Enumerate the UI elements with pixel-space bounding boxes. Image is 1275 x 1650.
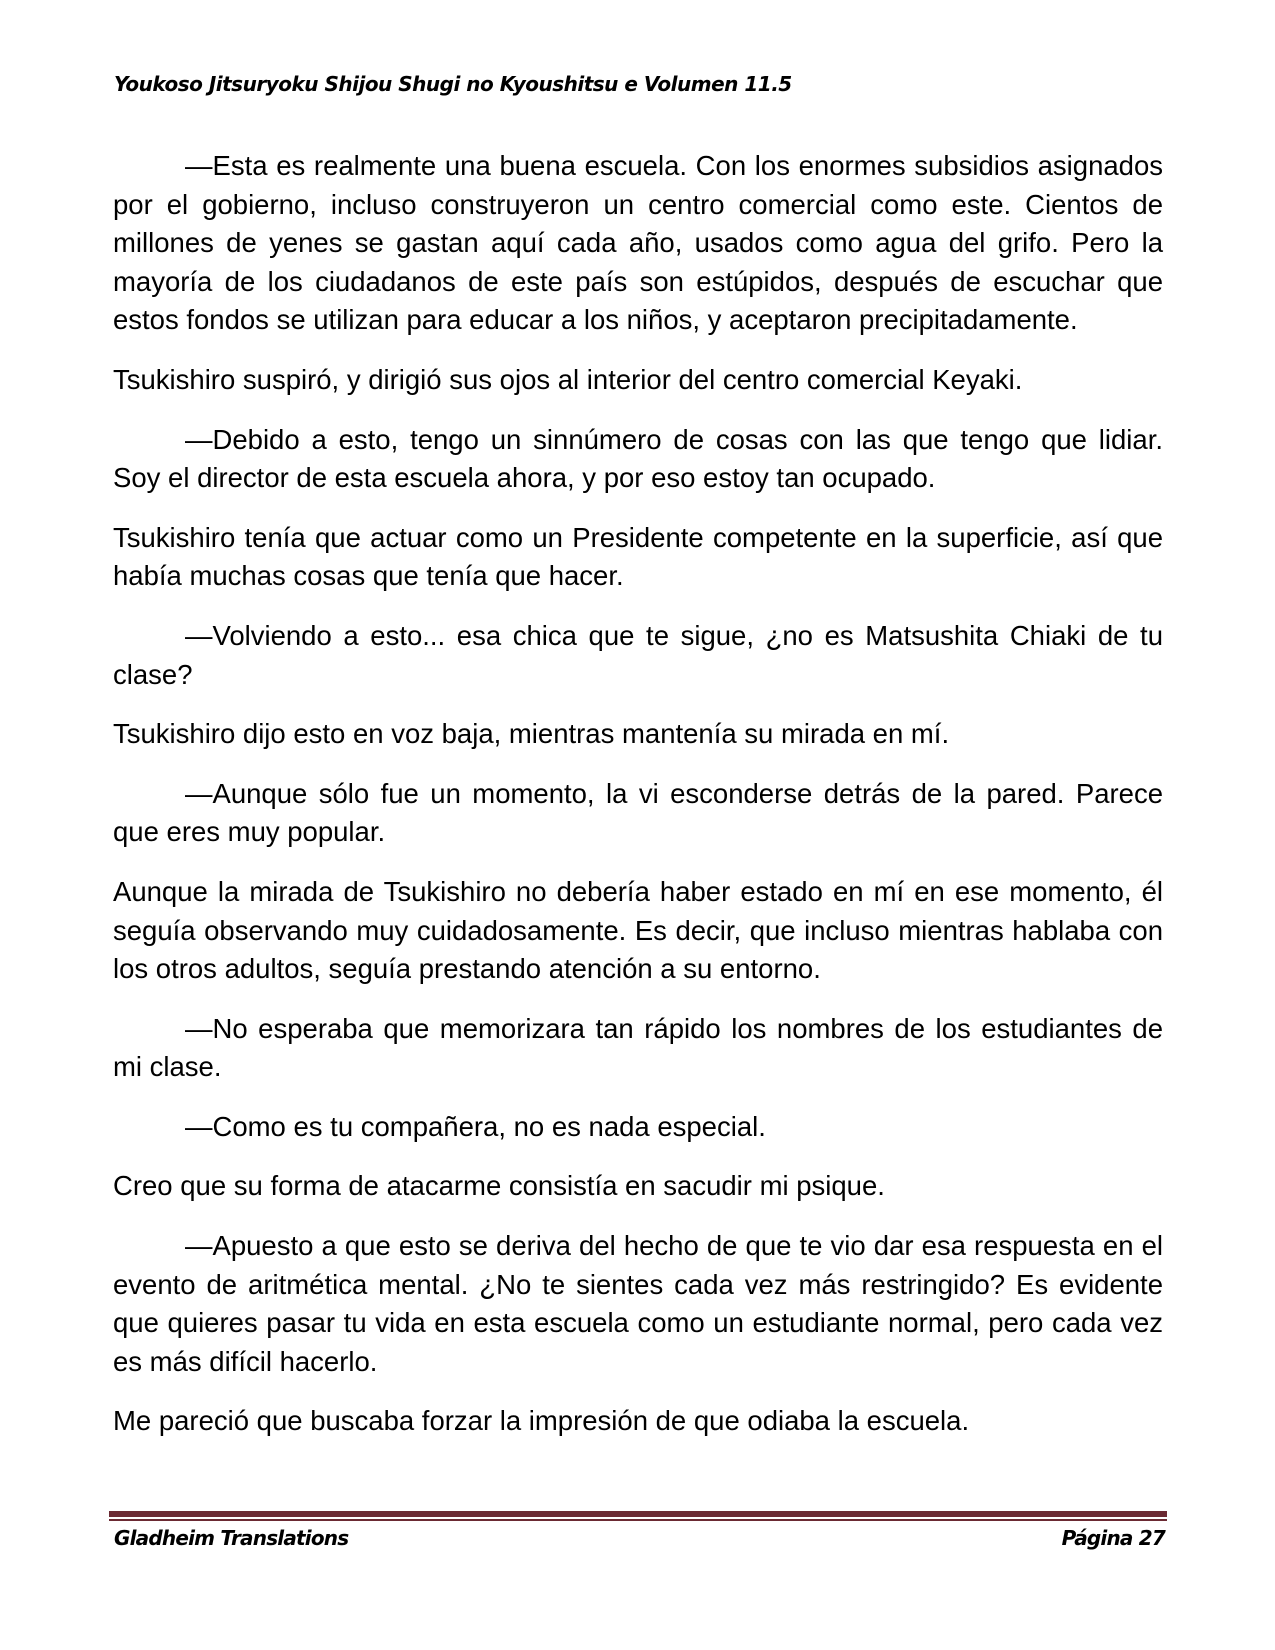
dialogue-paragraph: —Apuesto a que esto se deriva del hecho de que te vio dar esa respuesta en el evento de aritmética mental. ¿No te sientes cada vez más restringido? Es evidente que quieres pasar tu vida en esta escuela como un estudiante normal, pero cada vez es más difícil hacerlo. [113, 1230, 1163, 1377]
dialogue-paragraph: —Como es tu compañera, no es nada especial. [185, 1110, 766, 1142]
footer-publisher: Gladheim Translations [114, 1526, 349, 1550]
footer-rule [109, 1511, 1167, 1517]
dialogue-paragraph: —No esperaba que memorizara tan rápido los nombres de los estudiantes de mi clase. [113, 1012, 1163, 1083]
dialogue-paragraph: —Esta es realmente una buena escuela. Con los enormes subsidios asignados por el gobierno, incluso construyeron un centro comercial como este. Cientos de millones de yenes se gastan aquí cada año, usados como agua del grifo. Pero la mayoría de los ciudadanos de este país son estúpidos, después de escuchar que estos fondos se utilizan para educar a los niños, y aceptaron precipitadamente. [113, 150, 1163, 336]
dialogue-paragraph: —Volviendo a esto... esa chica que te sigue, ¿no es Matsushita Chiaki de tu clase? [113, 619, 1163, 690]
narration-paragraph: Tsukishiro dijo esto en voz baja, mientras mantenía su mirada en mí. [113, 718, 950, 750]
narration-paragraph: Me pareció que buscaba forzar la impresión de que odiaba la escuela. [113, 1405, 970, 1437]
narration-paragraph: Tsukishiro tenía que actuar como un Presidente competente en la superficie, así que había muchas cosas que tenía que hacer. [113, 521, 1163, 592]
footer-rule-thin [109, 1519, 1167, 1521]
running-header: Youkoso Jitsuryoku Shijou Shugi no Kyoushitsu e Volumen 11.5 [114, 72, 792, 96]
narration-paragraph: Aunque la mirada de Tsukishiro no debería haber estado en mí en ese momento, él seguía observando muy cuidadosamente. Es decir, que incluso mientras hablaba con los otros adultos, seguía prestando atención a su entorno. [113, 875, 1163, 985]
dialogue-paragraph: —Aunque sólo fue un momento, la vi esconderse detrás de la pared. Parece que eres muy popular. [113, 777, 1163, 848]
page-number: Página 27 [1061, 1526, 1165, 1550]
narration-paragraph: Tsukishiro suspiró, y dirigió sus ojos al interior del centro comercial Keyaki. [113, 363, 1023, 395]
dialogue-paragraph: —Debido a esto, tengo un sinnúmero de cosas con las que tengo que lidiar. Soy el director de esta escuela ahora, y por eso estoy tan ocupado. [113, 423, 1163, 494]
narration-paragraph: Creo que su forma de atacarme consistía en sacudir mi psique. [113, 1170, 885, 1202]
page-body [113, 147, 1163, 1462]
